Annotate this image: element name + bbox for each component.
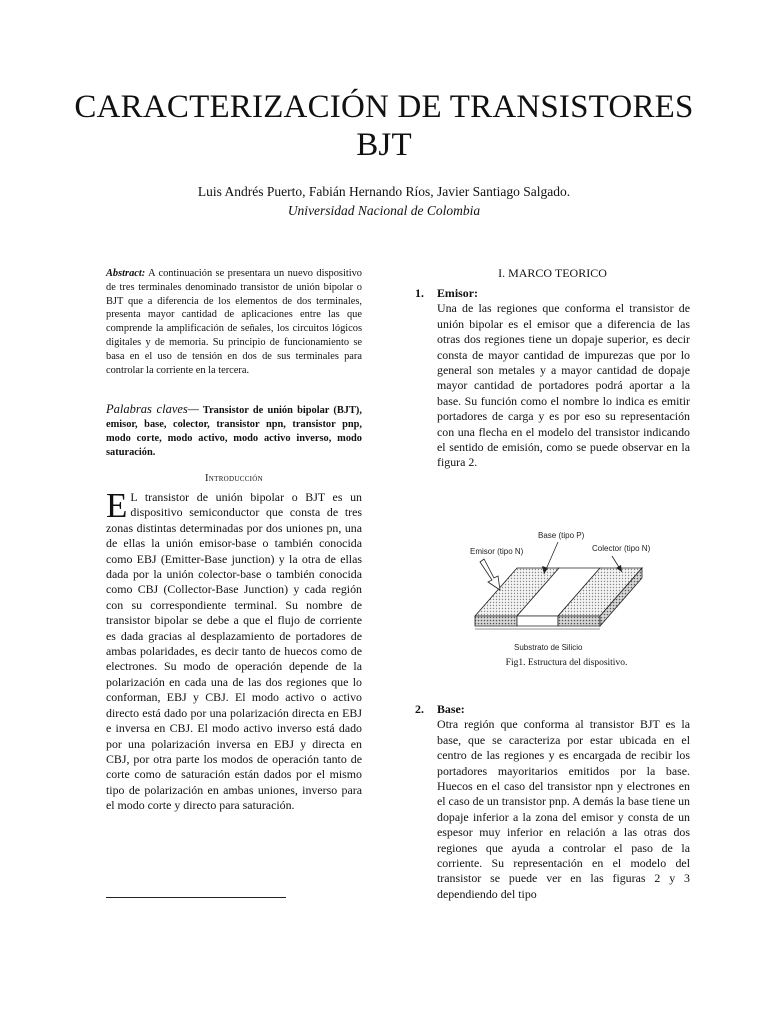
- item-number: 1.: [415, 286, 424, 300]
- drop-cap: E: [106, 486, 128, 525]
- list-item-base: [415, 702, 690, 902]
- device-structure-figure: [462, 526, 692, 654]
- abstract-text: A continuación se presentara un nuevo dispositivo de tres terminales denominado transistor de unión bipolar o BJT que a diferencia de los elementos de dos terminales, presenta mayor cantidad de aplicaciones entre las que comprende la amplificación de señales, los circuitos lógicos digitales y de memoria. Su principio de funcionamiento se basa en el uso de tensión en dos de sus terminales para controlar la corriente en la tercera.: [106, 268, 362, 376]
- paper-title: [60, 88, 708, 164]
- title-line-2: BJT: [356, 127, 412, 163]
- introduction-text: L transistor de unión bipolar o BJT es un dispositivo semiconductor que consta de tres zonas distintas determinadas por dos uniones pn, una de ellas la unión emisor-base o también conocida como EBJ (Emitter-Base junction) y la otra de ellas dada por la unión colector-base o también conocida como CBJ (Collector-Base Junction) y cada región con su correspondiente terminal. Su nombre de transistor bipolar se debe a que el flujo de corriente es dada gracias al desplazamiento de portadores de ambas polaridades, es decir tanto de huecos como de electrones. Su modo de operación depende de la polarización en cada una de las dos regiones que lo conforman, EBJ y CBJ. El modo activo o activo directo está dado por una polarización directa en EBJ e inversa en CBJ. El modo activo inverso está dado por una polarización inversa en EBJ y directa en CBJ, por otra parte los modos de operación tanto de corte como de saturación están dados por el mismo tipo de polarización en ambas uniones, inverso para el modo corte y directo para saturación.: [106, 490, 362, 813]
- item-text: Otra región que conforma al transistor BJT es la base, que se caracteriza por estar ubicada en el centro de las regiones y es encargada de recibir los portadores mayoritarios emitidos por la base. Huecos en el caso del transistor npn y electrones en el caso de un transistor pnp. A demás la base tiene un dopaje inferior a la zona del emisor y consta de un espesor muy inferior en relación a las otras dos regiones que ayuda a controlar el paso de la corriente. Su representación en el modelo del transistor se puede ver en las figuras 2 y 3 dependiendo del tipo: [437, 717, 690, 901]
- transistor-diagram: [462, 526, 692, 654]
- item-text: Una de las regiones que conforma el transistor de unión bipolar es el emisor que a diferencia de las otras dos regiones tiene un dopaje superior, es decir consta de mayor cantidad de impurezas que por lo general son metales y a mayor cantidad de dopaje mayor cantidad de portadores podrá aportar a la base. Su función como el nombre lo indica es emitir portadores de carga y es por eso su representación con una flecha en el modelo del transistor indicando el sentido de emisión, como se puede observar en la figura 2.: [437, 301, 690, 470]
- item-title: Base:: [437, 702, 465, 716]
- abstract: [106, 267, 362, 377]
- label-substrate: Substrato de Silicio: [514, 643, 583, 652]
- figure-caption: Fig1. Estructura del dispositivo.: [505, 658, 628, 668]
- item-number: 2.: [415, 702, 424, 716]
- list-item-emisor: [415, 286, 690, 471]
- affiliation: Universidad Nacional de Colombia: [287, 203, 481, 218]
- keywords-text: Transistor de unión bipolar (BJT), emisor, base, colector, transistor npn, transistor pnp, modo corte, modo activo, modo activo inverso, modo saturación.: [106, 405, 362, 458]
- keywords: [106, 402, 362, 460]
- item-title: Emisor:: [437, 286, 478, 300]
- introduction-body: [106, 486, 362, 814]
- introduction-heading: Introducción: [204, 473, 264, 484]
- title-line-1: CARACTERIZACIÓN DE TRANSISTORES: [74, 89, 694, 125]
- label-emisor: Emisor (tipo N): [470, 547, 524, 556]
- authors: Luis Andrés Puerto, Fabián Hernando Ríos, Javier Santiago Salgado.: [197, 184, 571, 199]
- label-colector: Colector (tipo N): [592, 544, 651, 553]
- label-base: Base (tipo P): [538, 531, 585, 540]
- footnote-rule: [106, 897, 286, 898]
- emitter-arrow-icon: [480, 559, 500, 590]
- section-heading: I. MARCO TEORICO: [498, 266, 607, 280]
- keywords-label: Palabras claves—: [106, 402, 199, 416]
- abstract-label: Abstract:: [106, 268, 146, 279]
